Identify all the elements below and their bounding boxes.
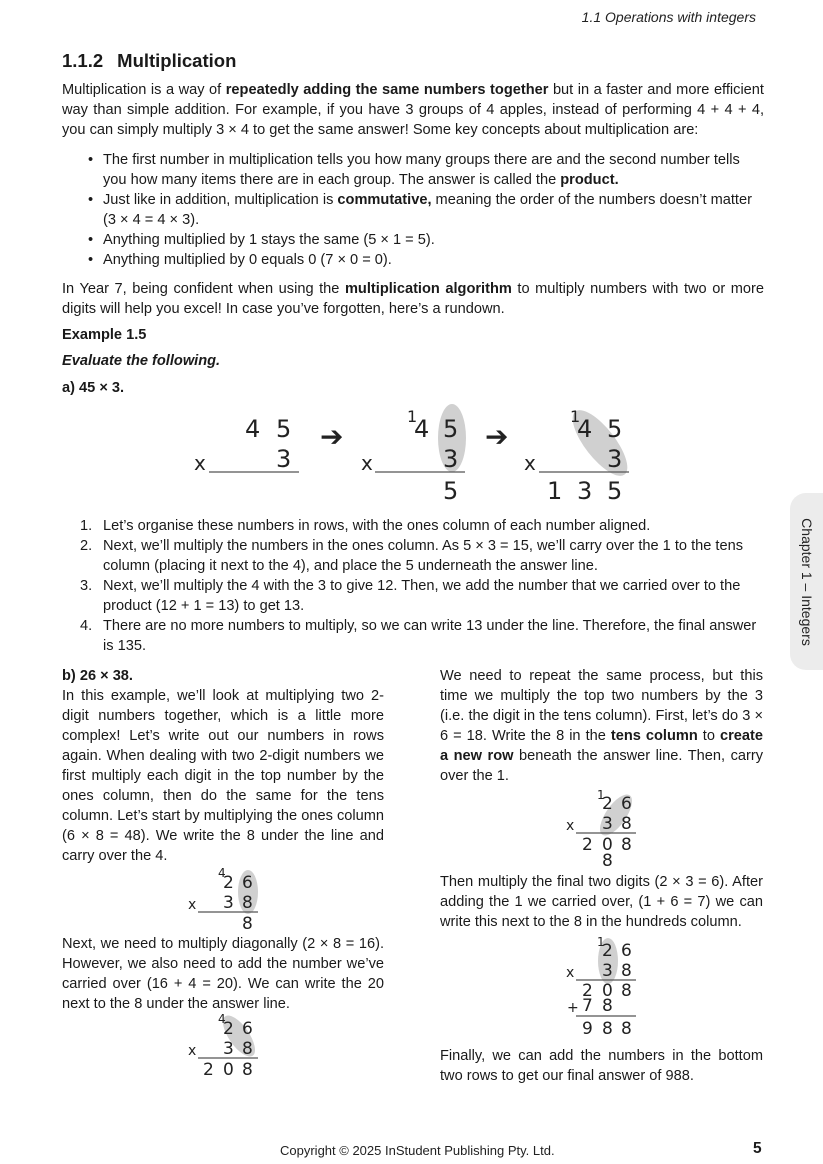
svg-text:6: 6 xyxy=(621,941,632,961)
svg-text:x: x xyxy=(188,1043,197,1059)
example-title: Example 1.5 xyxy=(62,327,147,343)
example-instruction: Evaluate the following. xyxy=(62,353,221,369)
part-b-paragraph-1: In this example, we’ll look at multiplying two 2-digit numbers together, which is a little more complex! Let’s write out our numbers in rows again. When dealing with two 2-digit numbers we first multiply each digit in the top number by the ones column, then do the same for the tens column. Let’s start by multiplying the ones column (6 × 8 = 48). We write the 8 under the line and carry over the 4. xyxy=(62,688,384,864)
svg-text:1: 1 xyxy=(597,788,605,802)
svg-text:8: 8 xyxy=(242,1039,253,1059)
svg-text:5: 5 xyxy=(443,477,459,505)
svg-text:3: 3 xyxy=(577,477,593,505)
svg-text:5: 5 xyxy=(276,415,292,443)
svg-text:8: 8 xyxy=(621,835,632,855)
list-item: • Anything multiplied by 0 equals 0 (7 × 0 = 0). xyxy=(86,250,766,270)
svg-text:8: 8 xyxy=(242,914,253,934)
svg-text:1: 1 xyxy=(407,407,418,426)
svg-text:4: 4 xyxy=(218,866,226,880)
running-head: 1.1 Operations with integers xyxy=(581,9,756,25)
list-item: 4. There are no more numbers to multiply, so we can write 13 under the line. Therefore, the final answer is 135. xyxy=(80,618,757,654)
arrow-right-icon: ➔ xyxy=(320,420,344,453)
list-item: 2. Next, we’ll multiply the numbers in the ones column. As 5 × 3 = 15, we’ll carry over the 1 to the tens column (placing it next to the 4), and place the 5 underneath the answer line. xyxy=(80,538,744,574)
svg-text:8: 8 xyxy=(242,893,253,913)
chapter-tab-label: Chapter 1 – Integers xyxy=(798,517,815,646)
list-item: 3. Next, we’ll multiply the 4 with the 3 to give 12. Then, we add the number that we carried over to the product (12 + 1 = 13) to get 13. xyxy=(80,578,741,614)
svg-text:8: 8 xyxy=(602,1019,613,1039)
list-item: 1. Let’s organise these numbers in rows, with the ones column of each number aligned. xyxy=(80,518,651,534)
footer-copyright: Copyright © 2025 InStudent Publishing Pty. Ltd. xyxy=(280,1143,555,1158)
svg-text:2: 2 xyxy=(602,794,613,814)
page-number: 5 xyxy=(753,1140,762,1157)
part-b-right-column xyxy=(440,666,763,1086)
part-b-paragraph-3: We need to repeat the same process, but this time we multiply the top two numbers by the 3 (i.e. the digit in the tens column). First, let’s do 3 × 6 = 18. Write the 8 in the tens column to create a new row beneath the answer line. Then, carry over the 1. xyxy=(440,668,764,784)
svg-text:3: 3 xyxy=(602,814,613,834)
svg-text:2: 2 xyxy=(582,835,593,855)
svg-text:4: 4 xyxy=(245,415,261,443)
svg-text:3: 3 xyxy=(223,1039,234,1059)
part-b-step4-diagram xyxy=(440,932,763,1040)
svg-text:x: x xyxy=(524,451,536,475)
svg-text:x: x xyxy=(188,897,197,913)
svg-text:5: 5 xyxy=(607,415,623,443)
svg-text:8: 8 xyxy=(621,814,632,834)
svg-text:0: 0 xyxy=(602,835,613,855)
svg-text:6: 6 xyxy=(242,1019,253,1039)
part-b-left-column xyxy=(62,666,384,1080)
section-title: Multiplication xyxy=(117,50,237,71)
svg-text:0: 0 xyxy=(602,981,613,1001)
svg-text:x: x xyxy=(361,451,373,475)
svg-text:7: 7 xyxy=(582,996,593,1016)
svg-text:x: x xyxy=(566,965,575,981)
part-b-step3-diagram xyxy=(440,786,763,872)
svg-text:2: 2 xyxy=(602,941,613,961)
part-a-steps xyxy=(80,516,766,656)
part-b-step2-diagram xyxy=(62,1014,384,1080)
svg-text:8: 8 xyxy=(621,1019,632,1039)
svg-text:2: 2 xyxy=(223,1019,234,1039)
section-number: 1.1.2 xyxy=(62,50,104,71)
part-b-step1-diagram xyxy=(62,866,384,934)
algorithm-paragraph: In Year 7, being confident when using the multiplication algorithm to multiply numbers with two or more digits will help you excel! In case you’ve forgotten, here’s a rundown. xyxy=(62,281,764,317)
svg-text:3: 3 xyxy=(223,893,234,913)
svg-text:➔: ➔ xyxy=(485,420,509,453)
svg-text:+: + xyxy=(567,1000,579,1016)
part-a-label: a) 45 × 3. xyxy=(62,380,125,396)
svg-text:8: 8 xyxy=(602,851,613,871)
svg-text:6: 6 xyxy=(621,794,632,814)
svg-text:1: 1 xyxy=(547,477,563,505)
svg-text:9: 9 xyxy=(582,1019,593,1039)
svg-text:5: 5 xyxy=(607,477,623,505)
text: but in a faster and more efficient way than simple addition. For example, if you have 3 groups of 4 apples, instead of performing 4 + 4 + 4, you can simply multiply 3 × 4 to get the same answer! Some key concepts about multiplication are: xyxy=(62,82,764,138)
intro-paragraph xyxy=(62,80,764,140)
svg-text:x: x xyxy=(566,818,575,834)
svg-text:1: 1 xyxy=(597,935,605,949)
svg-text:1: 1 xyxy=(570,407,581,426)
svg-text:5: 5 xyxy=(443,415,459,443)
svg-text:x: x xyxy=(194,451,206,475)
svg-text:6: 6 xyxy=(242,873,253,893)
part-a-diagram xyxy=(180,400,660,510)
svg-text:4: 4 xyxy=(218,1014,226,1026)
svg-text:3: 3 xyxy=(602,961,613,981)
svg-text:8: 8 xyxy=(242,1060,253,1080)
svg-text:2: 2 xyxy=(203,1060,214,1080)
svg-text:3: 3 xyxy=(607,445,623,473)
list-item: • The first number in multiplication tells you how many groups there are and the second number tells you how many items there are in each group. The answer is called the product. xyxy=(86,150,766,190)
svg-text:4: 4 xyxy=(414,415,430,443)
part-b-paragraph-4: Then multiply the final two digits (2 × 3 = 6). After adding the 1 we carried over, (1 + 6 = 7) we can write this next to the 8 in the hundreds column. xyxy=(440,874,763,930)
svg-text:2: 2 xyxy=(582,981,593,1001)
list-item: • Anything multiplied by 1 stays the same (5 × 1 = 5). xyxy=(86,230,766,250)
part-b-paragraph-2: Next, we need to multiply diagonally (2 × 8 = 16). However, we also need to add the number we’ve carried over (16 + 4 = 20). We can write the 20 next to the 8 under the answer line. xyxy=(62,936,384,1012)
svg-text:8: 8 xyxy=(621,981,632,1001)
part-b-label: b) 26 × 38. xyxy=(62,668,133,684)
chapter-side-tab xyxy=(790,493,823,670)
svg-text:8: 8 xyxy=(621,961,632,981)
svg-text:4: 4 xyxy=(577,415,593,443)
text: Multiplication is a way of xyxy=(62,82,226,98)
list-item: • Just like in addition, multiplication is commutative, meaning the order of the numbers doesn’t matter (3 × 4 = 4 × 3). xyxy=(86,190,766,230)
svg-text:0: 0 xyxy=(223,1060,234,1080)
part-b-paragraph-5: Finally, we can add the numbers in the bottom two rows to get our final answer of 988. xyxy=(440,1048,763,1084)
key-concepts-list xyxy=(86,150,766,270)
bold-term: repeatedly adding the same numbers together xyxy=(225,82,549,98)
svg-text:3: 3 xyxy=(276,445,292,473)
section-heading xyxy=(62,51,236,71)
svg-text:3: 3 xyxy=(443,445,459,473)
svg-text:8: 8 xyxy=(602,996,613,1016)
svg-text:2: 2 xyxy=(223,873,234,893)
